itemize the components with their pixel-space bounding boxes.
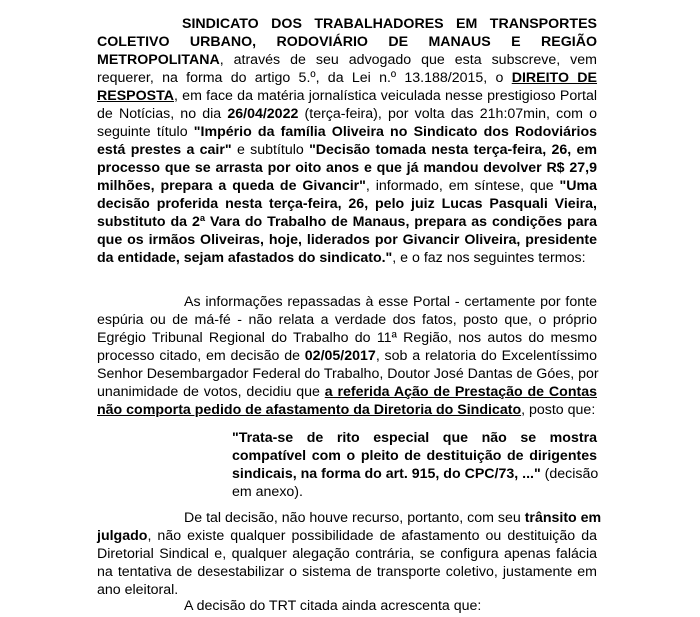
facts-paragraph-body: espúria ou de má-fé - não relata a verdade dos fatos, posto que, o próprio Egrégio Tribunal Regional do Trabalho do 11ª Região, nos autos do mesmo processo citado, em decisão de 02/05/2017, sob a relatoria do Excelentíssimo Senhor Desembargador Federal do Trabalho, Doutor José Dantas de Góes, por unanimidade de votos, decidiu que a referida Ação de Prestação de Contas não comporta pedido de afastamento da Diretoria do Sindicato, posto que: — [97, 312, 599, 418]
quote-block: "Trata-se de rito especial que não se mostra compatível com o pleito de destituição de dirigentes sindicais, na forma do art. 915, do CPC/73, ..." (decisão em anexo). — [232, 430, 599, 500]
union-name: SINDICATO DOS TRABALHADORES EM TRANSPORTES — [182, 16, 597, 32]
article-title: "Império da família Oliveira no Sindicato dos Rodoviários — [193, 124, 598, 140]
decision-highlight: a referida Ação de Prestação de Contas — [324, 384, 597, 400]
facts-paragraph: As informações repassadas à esse Portal - certamente por fonte — [184, 294, 597, 310]
article-date: 26/04/2022 — [227, 106, 299, 122]
final-paragraph: A decisão do TRT citada ainda acrescenta que: — [184, 598, 482, 614]
res-judicata-term: trânsito em — [524, 510, 602, 526]
intro-paragraph — [182, 15, 597, 33]
right-of-reply-term: DIREITO DE — [511, 70, 598, 86]
conclusion-paragraph-body: julgado, não existe qualquer possibilidade de afastamento ou destituição da Diretorial Sindical e, qualquer alegação contrária, se configura apenas falácia na tentativa de desestabilizar o sistema de transporte coletivo, justamente em ano eleitoral. — [97, 528, 597, 598]
article-subtitle: "Decisão tomada nesta terça-feira, 26, em — [309, 142, 597, 158]
conclusion-paragraph: De tal decisão, não houve recurso, portanto, com seu trânsito em — [184, 510, 602, 526]
intro-paragraph-body: COLETIVO URBANO, RODOVIÁRIO DE MANAUS E REGIÃO METROPOLITANA, através de seu advogado que esta subscreve, vem requerer, na forma do artigo 5.º, da Lei n.º 13.188/2015, o DIREITO DE RESPOSTA, em face da matéria jornalística veiculada nesse prestigioso Portal de Notícias, no dia 26/04/2022 (terça-feira), por volta das 21h:07min, com o seguinte título "Império da família Oliveira no Sindicato dos Rodoviários está prestes a cair" e subtítulo "Decisão tomada nesta terça-feira, 26, em processo que se arrasta por oito anos e que já mandou devolver R$ 27,9 milhões, prepara a queda de Givancir", informado, em síntese, que "Uma decisão proferida nesta terça-feira, 26, pelo juiz Lucas Pasquali Vieira, substituto da 2ª Vara do Trabalho de Manaus, prepara as condições para que os irmãos Oliveiras, hoje, liderados por Givancir Oliveira, presidente da entidade, sejam afastados do sindicato.", e o faz nos seguintes termos: — [97, 34, 598, 266]
decision-date: 02/05/2017 — [304, 348, 376, 364]
